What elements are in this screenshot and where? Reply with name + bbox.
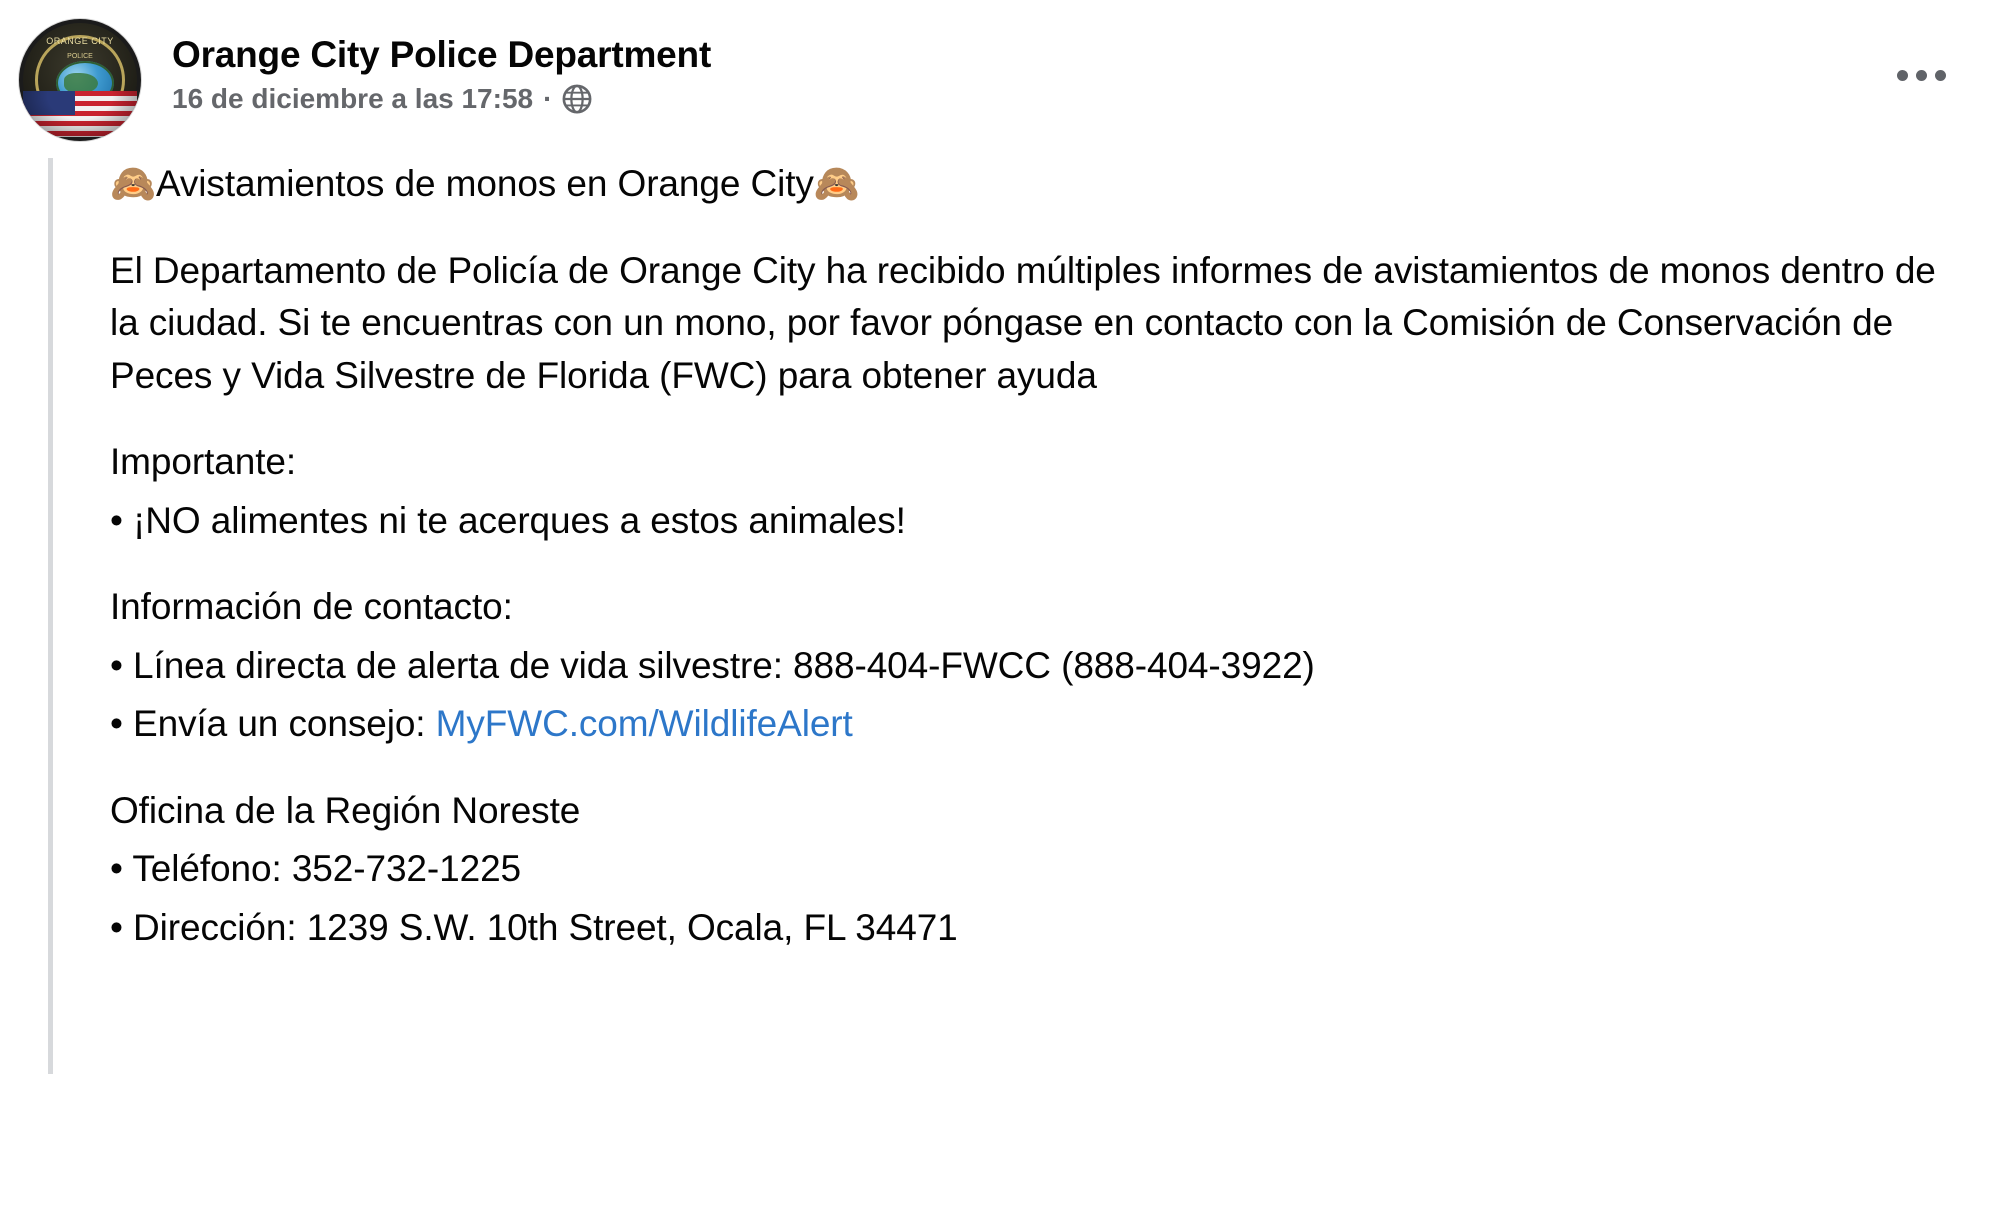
badge-sub-text: POLICE — [67, 53, 93, 60]
contact-tip-prefix: • Envía un consejo: — [110, 703, 436, 745]
badge-top-text: ORANGE CITY — [46, 36, 114, 46]
important-bullet: • ¡NO alimentes ni te acerques a estos animales! — [110, 499, 906, 541]
post-timestamp[interactable]: 16 de diciembre a las 17:58 — [172, 82, 534, 114]
police-badge-avatar — [23, 23, 137, 137]
meta-separator: · — [543, 82, 553, 114]
avatar[interactable] — [18, 18, 142, 142]
contact-hotline: • Línea directa de alerta de vida silvestre: 888-404-FWCC (888-404-3922) — [110, 644, 1315, 686]
ellipsis-icon-dot-1 — [1897, 70, 1908, 81]
office-address: • Dirección: 1239 S.W. 10th Street, Ocala, FL 34471 — [110, 906, 958, 948]
important-label: Importante: — [110, 441, 297, 483]
contact-label: Información de contacto: — [110, 586, 513, 628]
see-no-evil-monkey-icon-right: 🙈 — [813, 163, 860, 204]
quote-bar — [48, 158, 53, 1074]
office-label: Oficina de la Región Noreste — [110, 789, 581, 831]
page-title[interactable]: Orange City Police Department — [172, 34, 712, 75]
post-header — [0, 18, 2000, 158]
wildlife-alert-link[interactable]: MyFWC.com/WildlifeAlert — [435, 703, 853, 745]
post-headline — [110, 158, 1960, 211]
globe-icon[interactable] — [562, 84, 592, 114]
more-options-button[interactable] — [1886, 52, 1956, 98]
us-flag-emblem-icon — [23, 91, 137, 137]
post-paragraph: El Departamento de Policía de Orange City ha recibido múltiples informes de avistamientos de monos dentro de la ciudad. Si te encuentras con un mono, por favor póngase en contacto con la Comisión de Conservación de Peces y Vida Silvestre de Florida (FWC) para obtener ayuda — [110, 249, 1936, 396]
ellipsis-icon-dot-3 — [1935, 70, 1946, 81]
see-no-evil-monkey-icon-left: 🙈 — [110, 163, 156, 204]
post-meta — [172, 83, 711, 115]
office-phone: • Teléfono: 352-732-1225 — [110, 848, 522, 890]
post-body — [48, 158, 2000, 954]
post-headline-text: Avistamientos de monos en Orange City — [155, 163, 814, 204]
ellipsis-icon-dot-2 — [1916, 70, 1927, 81]
contact-tip — [110, 698, 1960, 751]
post-header-text — [172, 18, 711, 115]
